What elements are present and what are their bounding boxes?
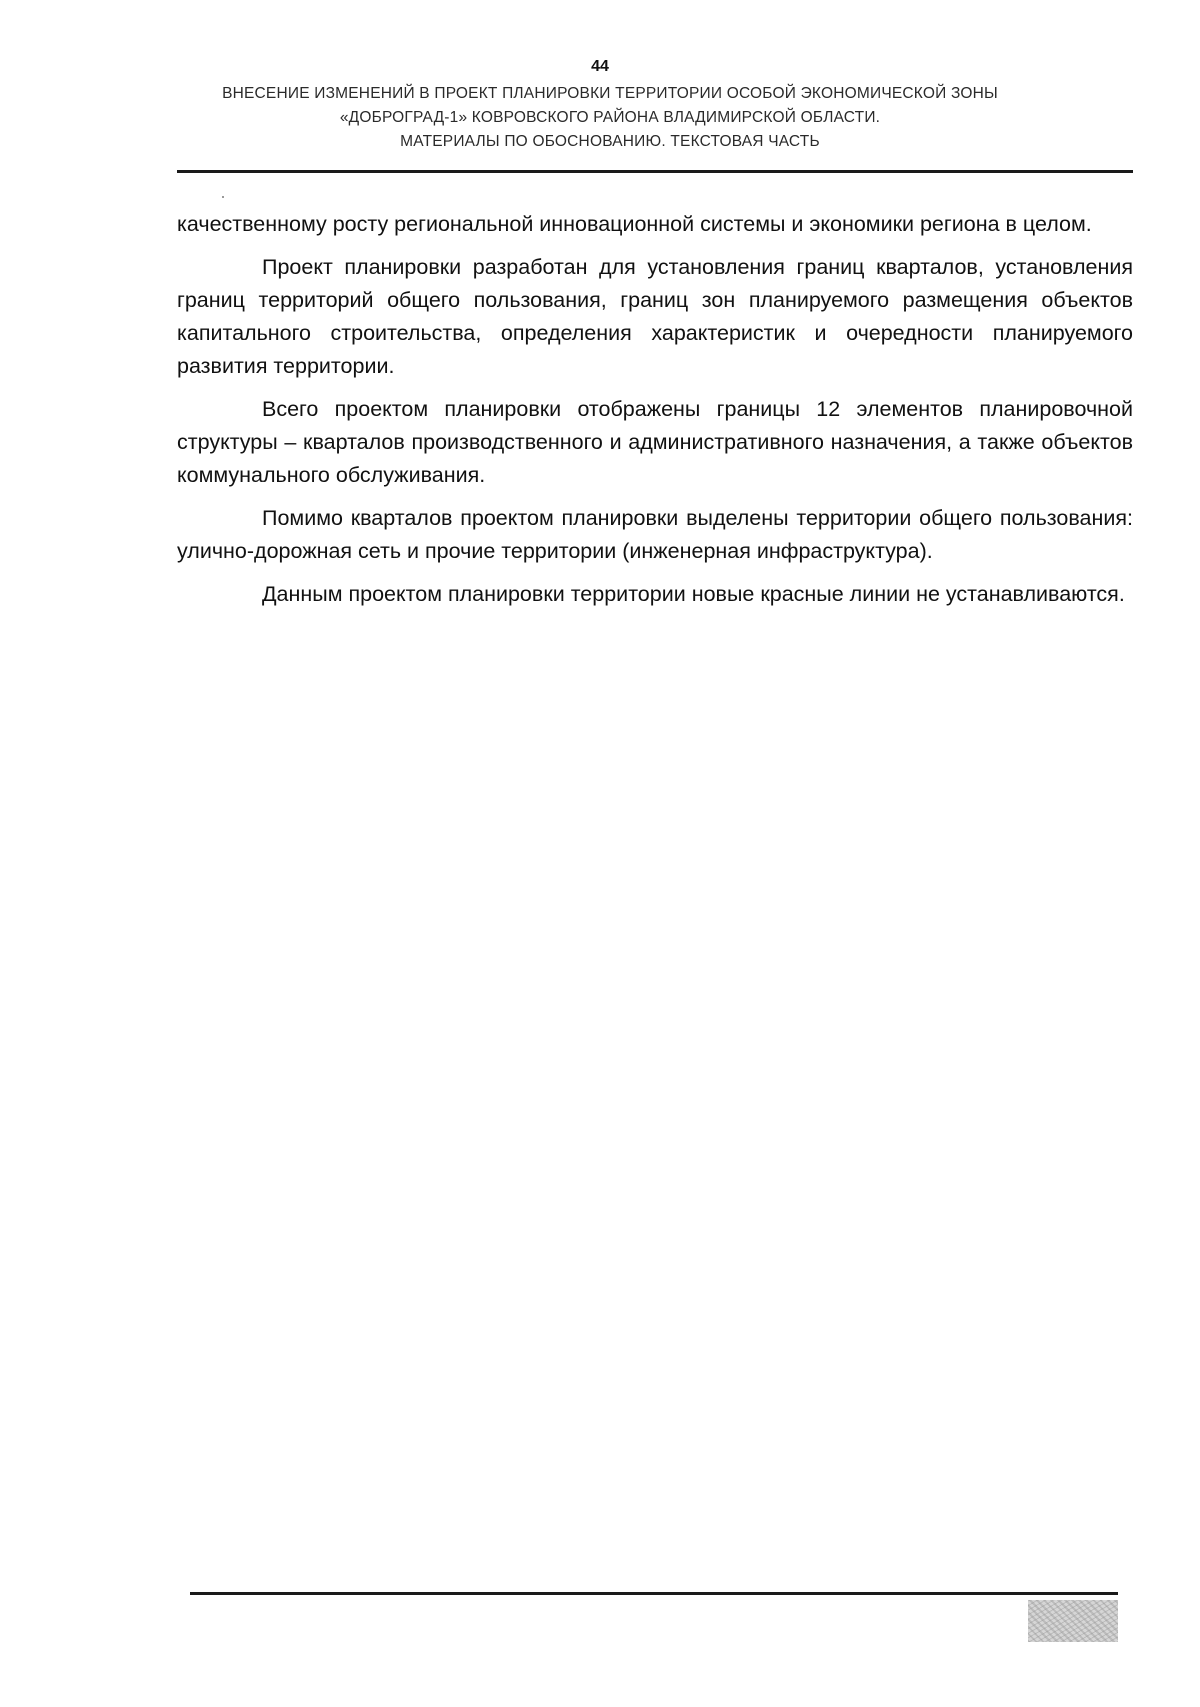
header-title-line: МАТЕРИАЛЫ ПО ОБОСНОВАНИЮ. ТЕКСТОВАЯ ЧАСТЬ (400, 133, 820, 150)
scan-speck (222, 196, 224, 198)
header-title-line: «ДОБРОГРАД-1» КОВРОВСКОГО РАЙОНА ВЛАДИМИРСКОЙ ОБЛАСТИ. (339, 109, 881, 126)
paragraph: Данным проектом планировки территории новые красные линии не устанавливаются. (262, 582, 1125, 606)
document-body (177, 208, 1133, 621)
header-title-line: ВНЕСЕНИЕ ИЗМЕНЕНИЙ В ПРОЕКТ ПЛАНИРОВКИ ТЕРРИТОРИИ ОСОБОЙ ЭКОНОМИЧЕСКОЙ ЗОНЫ (222, 85, 998, 102)
paragraph: Всего проектом планировки отображены границы 12 элементов планировочной структуры – кварталов производственного и административного назначения, а также объектов коммунального обслуживания. (177, 397, 1133, 487)
page-number: 44 (591, 58, 609, 75)
paragraph: Проект планировки разработан для установления границ кварталов, установления границ территорий общего пользования, границ зон планируемого размещения объектов капитального строительства, определения характеристик и очередности планируемого развития территории. (177, 255, 1133, 378)
paragraph: Помимо кварталов проектом планировки выделены территории общего пользования: улично-дорожная сеть и прочие территории (инженерная инфраструктура). (177, 506, 1133, 563)
paragraph: качественному росту региональной инновационной системы и экономики региона в целом. (177, 212, 1092, 236)
footer-divider (190, 1592, 1118, 1595)
stamp-mark (1028, 1600, 1118, 1642)
document-header-title (180, 82, 1040, 154)
header-divider (177, 170, 1133, 173)
